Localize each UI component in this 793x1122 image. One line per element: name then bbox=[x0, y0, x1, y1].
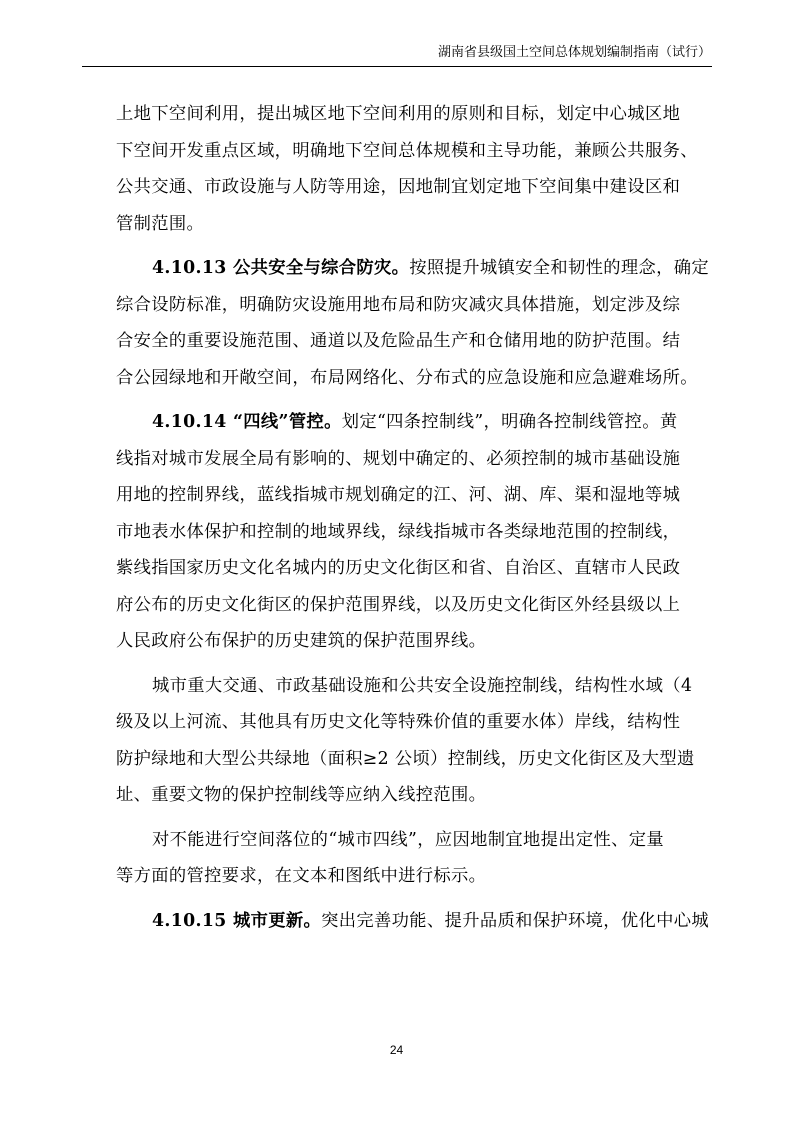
text-line: 线指对城市发展全局有影响的、规划中确定的、必须控制的城市基础设施 bbox=[116, 448, 681, 469]
header-rule bbox=[82, 66, 712, 67]
page-number: 24 bbox=[389, 1043, 404, 1057]
body-text bbox=[116, 96, 716, 939]
paragraph bbox=[116, 668, 716, 814]
text-run: 划定“四条控制线”，明确各控制线管控。黄 bbox=[341, 412, 678, 432]
paragraph bbox=[116, 250, 716, 396]
text-line: 公共交通、市政设施与人防等用途，因地制宜划定地下空间集中建设区和 bbox=[116, 177, 681, 197]
text-run: 按照提升城镇安全和韧性的理念，确定 bbox=[409, 258, 710, 278]
text-line bbox=[116, 404, 716, 441]
text-line: 合公园绿地和开敞空间，布局网络化、分布式的应急设施和应急避难场所。 bbox=[116, 367, 698, 388]
text-line: 对不能进行空间落位的“城市四线”，应因地制宜地提出定性、定量 bbox=[152, 829, 665, 850]
text-line: 人民政府公布保护的历史建筑的保护范围界线。 bbox=[116, 631, 487, 651]
text-line: 址、重要文物的保护控制线等应纳入线控范围。 bbox=[116, 785, 487, 805]
text-line bbox=[116, 250, 716, 287]
text-line: 用地的控制界线，蓝线指城市规划确定的江、河、湖、库、渠和湿地等城 bbox=[116, 485, 681, 505]
text-line: 紫线指国家历史文化名城内的历史文化街区和省、自治区、直辖市人民政 bbox=[116, 558, 681, 578]
text-line bbox=[116, 903, 716, 940]
text-line: 府公布的历史文化街区的保护范围界线，以及历史文化街区外经县级以上 bbox=[116, 594, 681, 615]
section-heading: 4.10.14 “四线”管控。 bbox=[152, 412, 342, 432]
paragraph bbox=[116, 822, 716, 895]
paragraph bbox=[116, 96, 716, 242]
text-line: 等方面的管控要求，在文本和图纸中进行标示。 bbox=[116, 866, 487, 886]
text-run: 突出完善功能、提升品质和保护环境，优化中心城 bbox=[321, 910, 710, 931]
text-line: 上地下空间利用，提出城区地下空间利用的原则和目标，划定中心城区地 bbox=[116, 104, 681, 124]
text-line: 下空间开发重点区域，明确地下空间总体规模和主导功能，兼顾公共服务、 bbox=[116, 140, 698, 161]
paragraph bbox=[116, 903, 716, 940]
section-heading: 4.10.13 公共安全与综合防灾。 bbox=[152, 258, 410, 278]
paragraph bbox=[116, 404, 716, 660]
text-line: 合安全的重要设施范围、通道以及危险品生产和仓储用地的防护范围。结 bbox=[116, 331, 681, 351]
text-line: 综合设防标准，明确防灾设施用地布局和防灾减灾具体措施，划定涉及综 bbox=[116, 294, 681, 315]
text-line: 城市重大交通、市政基础设施和公共安全设施控制线，结构性水域（4 bbox=[152, 675, 693, 696]
text-line: 防护绿地和大型公共绿地（面积≥2 公顷）控制线，历史文化街区及大型遗 bbox=[116, 748, 695, 769]
text-line: 市地表水体保护和控制的地域界线，绿线指城市各类绿地范围的控制线， bbox=[116, 521, 681, 542]
section-heading: 4.10.15 城市更新。 bbox=[152, 910, 322, 931]
text-line: 管制范围。 bbox=[116, 213, 205, 234]
text-line: 级及以上河流、其他具有历史文化等特殊价值的重要水体）岸线，结构性 bbox=[116, 712, 681, 732]
running-header: 湖南省县级国土空间总体规划编制指南（试行） bbox=[437, 45, 711, 60]
